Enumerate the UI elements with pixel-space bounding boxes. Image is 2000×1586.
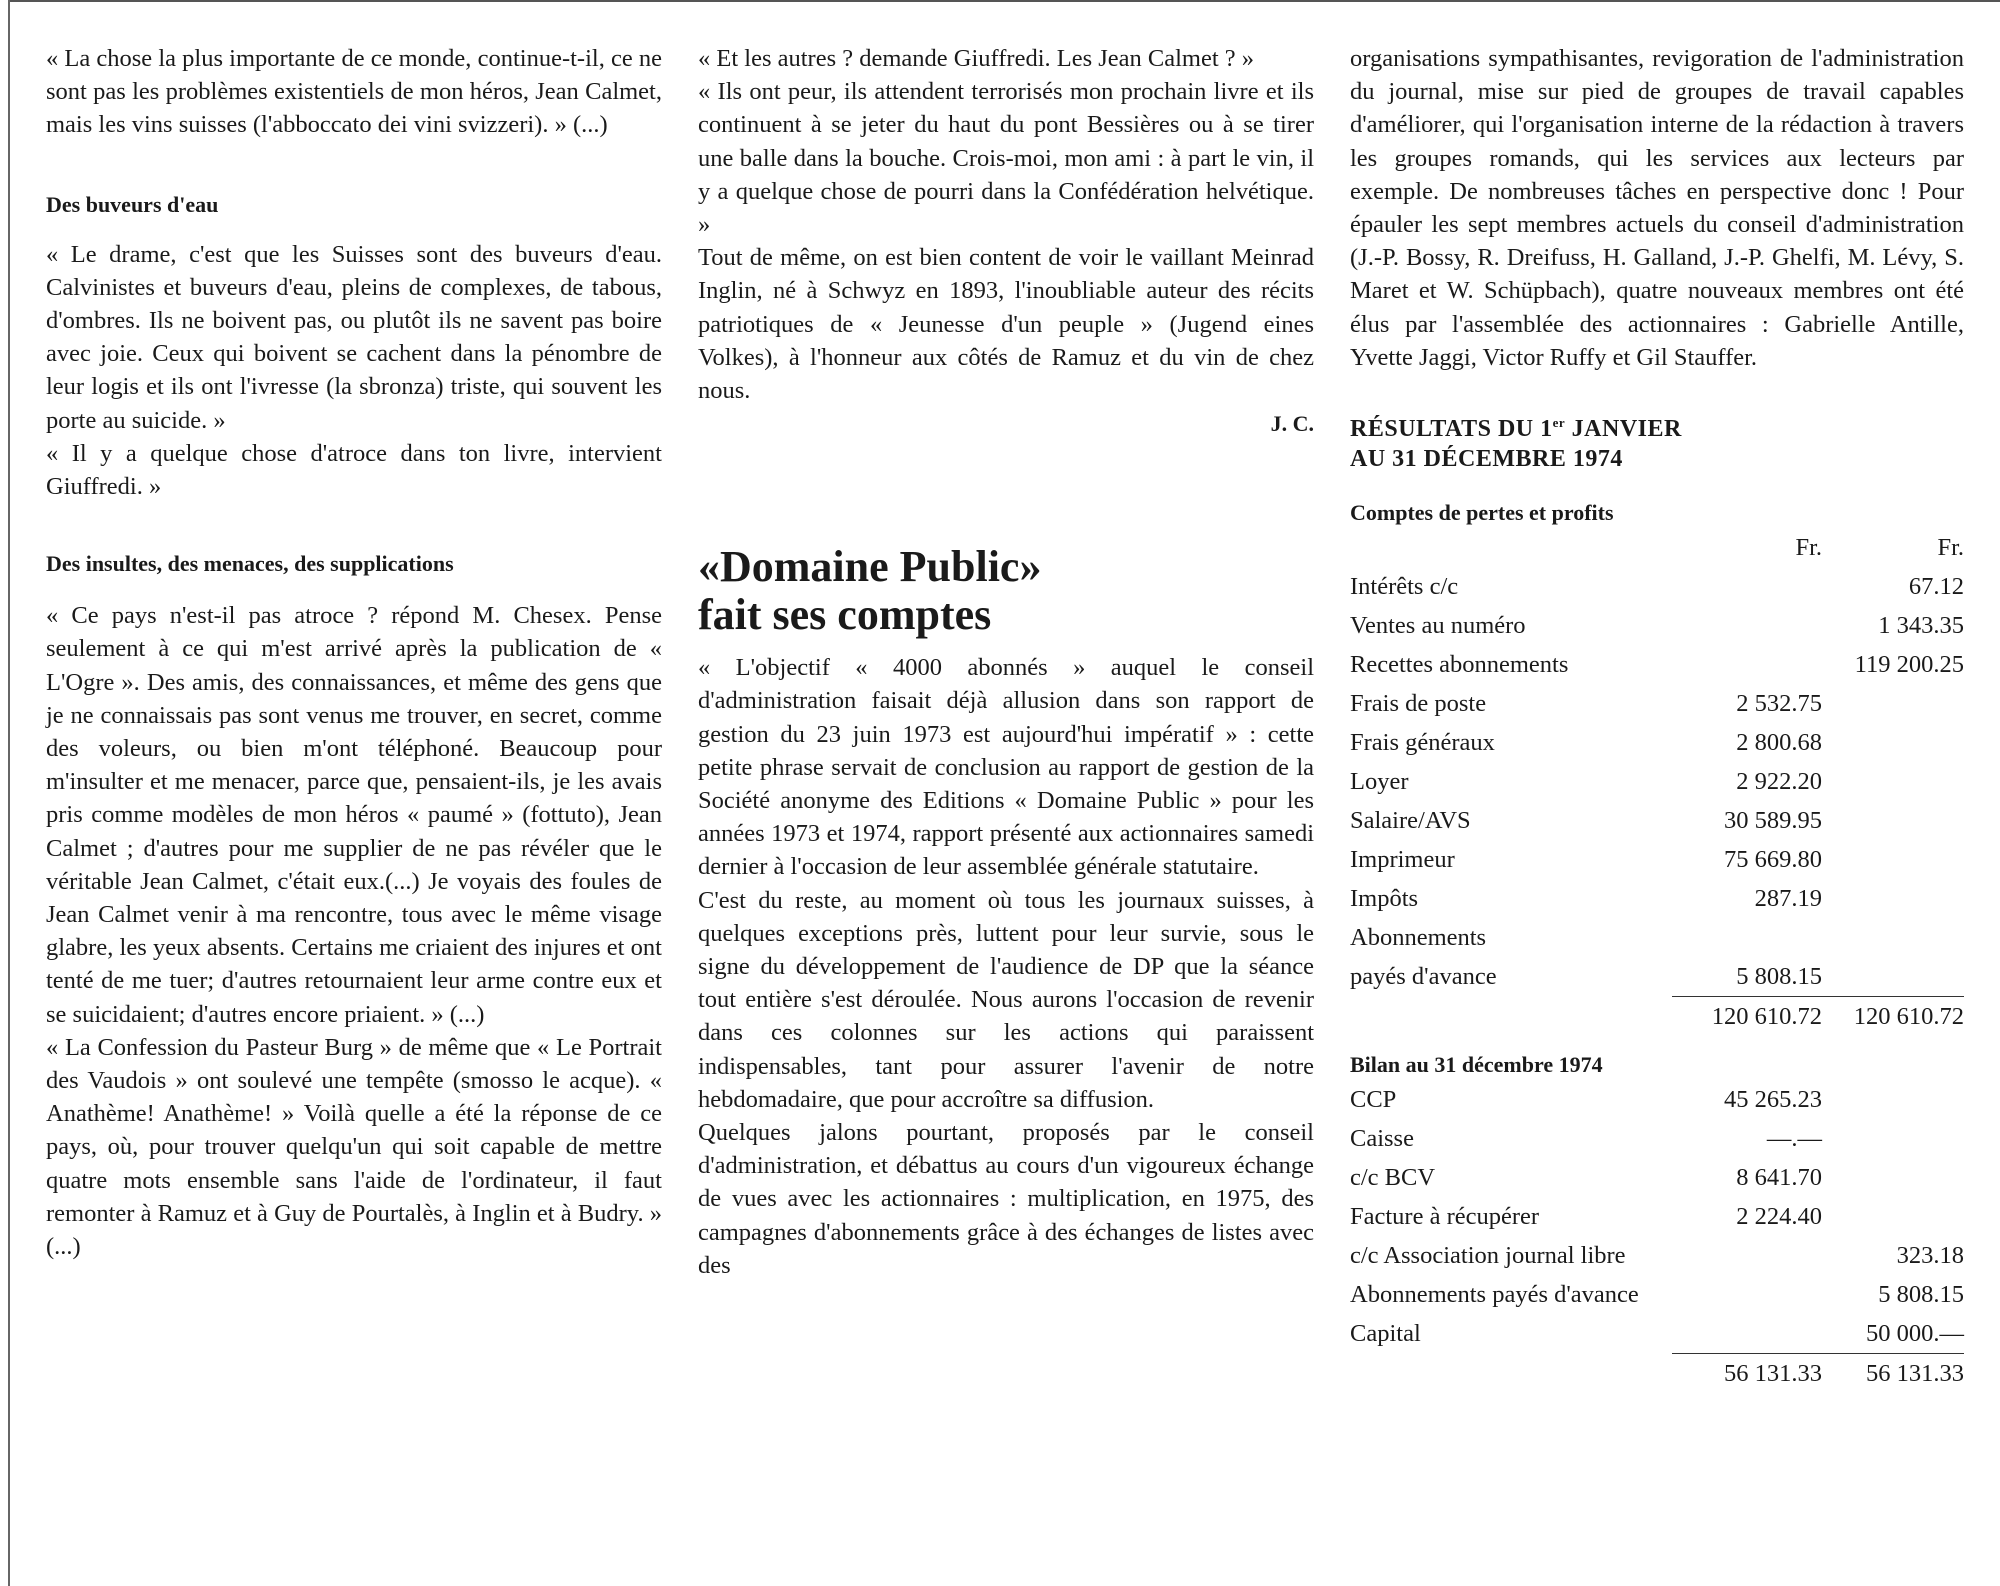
- row-label: Recettes abonnements: [1350, 651, 1569, 679]
- amount-cell: 323.18: [1896, 1242, 1964, 1270]
- amount-cell: [1822, 684, 1964, 723]
- paragraph: C'est du reste, au moment où tous les journaux suisses, à quelques exceptions près, luttent pour leur survie, sous le signe du développement de l'audience de DP que la séance tout entière s'est déroulée. Nous aurons l'occasion de revenir dans ces colonnes sur les actions qui paraissent indispensables, tant pour assurer l'avenir de notre hebdomadaire, que pour accroître sa diffusion.: [698, 886, 1314, 1113]
- amount-cell: 2 800.68: [1736, 729, 1822, 757]
- page-border-top: [8, 0, 2000, 8]
- amount-cell: —.—: [1766, 1125, 1822, 1153]
- author-signature: J. C.: [1270, 411, 1314, 437]
- amount-cell: [1822, 879, 1964, 918]
- total-row: [1350, 1354, 1964, 1394]
- currency-label: Fr.: [1795, 534, 1822, 562]
- amount-cell: [1822, 1158, 1964, 1197]
- amount-cell: [1672, 1236, 1822, 1275]
- amount-cell: [1822, 840, 1964, 879]
- amount-cell: 45 265.23: [1724, 1086, 1822, 1114]
- amount-cell: [1672, 567, 1822, 606]
- paragraph: Tout de même, on est bien content de voir le vaillant Meinrad Inglin, né à Schwyz en 1893, l'inoubliable auteur des récits patriotiques de « Jeunesse d'un peuple » (Jugend eines Volkes), à l'honneur aux côtés de Ramuz et du vin de chez nous.: [698, 244, 1314, 405]
- table-row: [1350, 879, 1964, 918]
- row-label: c/c BCV: [1350, 1164, 1436, 1192]
- paragraph: Quelques jalons pourtant, proposés par le conseil d'administration, et débattus au cours d'un vigoureux échange de vues avec les actionnaires : multiplication, en 1975, des campagnes d'abonnements grâce à des échanges de listes avec des: [698, 1119, 1314, 1279]
- table-row: [1350, 1236, 1964, 1275]
- article-title-line-2: fait ses comptes: [698, 590, 992, 640]
- total-row: [1350, 997, 1964, 1037]
- table-row: payés d'avance 5 808.15: [1350, 963, 1822, 991]
- amount-cell: [1822, 762, 1964, 801]
- column-2: [698, 42, 1314, 1282]
- table-row: Abonnements: [1350, 924, 1487, 952]
- table-row: [1350, 606, 1964, 645]
- amount-cell: 1 343.35: [1878, 612, 1964, 640]
- total-value: 56 131.33: [1822, 1354, 1964, 1394]
- currency-label: Fr.: [1937, 534, 1964, 562]
- page-border-left: [8, 0, 10, 1586]
- article-title: [698, 543, 1314, 639]
- row-label: Caisse: [1350, 1125, 1414, 1153]
- table-row: [1350, 1119, 1964, 1158]
- amount-cell: 287.19: [1754, 885, 1822, 913]
- table-row: [1350, 1197, 1964, 1236]
- results-heading-line-2: AU 31 DÉCEMBRE 1974: [1350, 446, 1623, 473]
- balance-sheet-title: Bilan au 31 décembre 1974: [1350, 1052, 1603, 1078]
- table-row: [1350, 762, 1964, 801]
- row-label: Capital: [1350, 1320, 1421, 1348]
- row-label: Imprimeur: [1350, 846, 1455, 874]
- table-row: [1350, 567, 1964, 606]
- amount-cell: [1672, 645, 1822, 684]
- table-row: [1350, 684, 1964, 723]
- results-heading: [1350, 408, 1964, 474]
- balance-sheet-table: [1350, 1080, 1964, 1393]
- amount-cell: 2 922.20: [1736, 768, 1822, 796]
- paragraph: « L'objectif « 4000 abonnés » auquel le conseil d'administration faisait déjà allusion dans son rapport de gestion du 23 juin 1973 est aujourd'hui impératif » : cette petite phrase servait de conclusion au rapport de gestion de la Société anonyme des Editions « Domaine Public » pour les années 1973 et 1974, rapport présenté aux actionnaires samedi dernier à l'occasion de leur assemblée générale statutaire.: [698, 654, 1314, 881]
- row-label: CCP: [1350, 1086, 1397, 1114]
- table-row: [1350, 1158, 1964, 1197]
- total-value: 56 131.33: [1672, 1354, 1822, 1394]
- table-row: [1350, 723, 1964, 762]
- paragraph: « Il y a quelque chose d'atroce dans ton livre, intervient Giuffredi. »: [46, 439, 662, 501]
- paragraph: « Et les autres ? demande Giuffredi. Les Jean Calmet ? »: [698, 45, 1255, 72]
- amount-cell: [1822, 1197, 1964, 1236]
- amount-cell: [1822, 723, 1964, 762]
- amount-cell: 8 641.70: [1736, 1164, 1822, 1192]
- paragraph: « Ce pays n'est-il pas atroce ? répond M. Chesex. Pense seulement à ce qui m'est arrivé après la publication de « L'Ogre ». Des amis, des connaissances, et même des gens que je ne connaissais pas sont venus me trouver, en secret, comme des voleurs, ou bien m'ont téléphoné. Beaucoup pour m'insulter et me menacer, parce que, pensaient-ils, je les avais pris comme modèles de mon héros « paumé » (fottuto), Jean Calmet ; d'autres pour me supplier de ne pas révéler que le véritable Jean Calmet, c'était eux.(...) Je voyais des foules de Jean Calmet venir à ma rencontre, tous avec le même visage glabre, les yeux absents. Certains me criaient des injures et ont tenté de me tuer; d'autres retournaient leur arme contre eux et se suicidaient; d'autres encore priaient. » (...): [46, 602, 662, 1028]
- total-value: 120 610.72: [1822, 997, 1964, 1037]
- column-3: [1350, 42, 1964, 1393]
- amount-cell: 50 000.—: [1866, 1320, 1964, 1348]
- amount-cell: [1672, 606, 1822, 645]
- paragraph: « Le drame, c'est que les Suisses sont des buveurs d'eau. Calvinistes et buveurs d'eau, pleins de complexes, de tabous, d'ombres. Ils ne boivent pas, ou plutôt ils ne savent pas boire avec joie. Ceux qui boivent se cachent dans la pénombre de leur logis et ils ont l'ivresse (la sbronza) triste, qui souvent les porte au suicide. »: [46, 240, 662, 434]
- table-row: [1350, 1275, 1964, 1314]
- row-label: Intérêts c/c: [1350, 573, 1459, 601]
- amount-cell: 67.12: [1908, 573, 1964, 601]
- row-label: Ventes au numéro: [1350, 612, 1526, 640]
- row-label: c/c Association journal libre: [1350, 1242, 1626, 1270]
- row-label: Frais généraux: [1350, 729, 1495, 757]
- amount-cell: 5 808.15: [1878, 1281, 1964, 1309]
- profit-loss-title: Comptes de pertes et profits: [1350, 500, 1614, 526]
- table-row: [1350, 801, 1964, 840]
- amount-cell: 30 589.95: [1724, 807, 1822, 835]
- row-label: Loyer: [1350, 768, 1409, 796]
- amount-cell: 119 200.25: [1854, 651, 1964, 679]
- amount-cell: 2 532.75: [1736, 690, 1822, 718]
- paragraph: « La chose la plus importante de ce monde, continue-t-il, ce ne sont pas les problèmes existentiels de mon héros, Jean Calmet, mais les vins suisses (l'abboccato dei vini svizzeri). » (...): [46, 45, 662, 139]
- row-label: Abonnements payés d'avance: [1350, 1281, 1639, 1309]
- row-label: Impôts: [1350, 885, 1419, 913]
- amount-cell: [1672, 1314, 1822, 1354]
- paragraph: « La Confession du Pasteur Burg » de même que « Le Portrait des Vaudois » ont soulevé une tempête (smosso le acque). « Anathème! Anathème! » Voilà quelle a été la réponse de ce pays, où, pour trouver quelqu'un qui soit capable de mettre quatre mots ensemble sans l'aide de l'ordinateur, il faut remonter à Ramuz et à Guy de Pourtalès, à Inglin et à Budry. » (...): [46, 1033, 662, 1261]
- amount-cell: [1822, 801, 1964, 840]
- subheading-insultes: Des insultes, des menaces, des supplications: [46, 551, 454, 577]
- table-row: [1350, 840, 1964, 879]
- amount-cell: [1822, 1119, 1964, 1158]
- row-label: Salaire/AVS: [1350, 807, 1471, 835]
- total-value: 120 610.72: [1672, 997, 1822, 1037]
- article-title-line-1: «Domaine Public»: [698, 542, 1042, 592]
- row-label: Facture à récupérer: [1350, 1203, 1540, 1231]
- row-label: Frais de poste: [1350, 690, 1487, 718]
- amount-cell: 2 224.40: [1736, 1203, 1822, 1231]
- paragraph: « Ils ont peur, ils attendent terrorisés mon prochain livre et ils continuent à se jeter du haut du pont Bessières ou à se tirer une balle dans la bouche. Crois-moi, mon ami : à part le vin, il y a quelque chose de pourri dans la Confédération helvétique. »: [698, 78, 1314, 239]
- table-row: [1350, 645, 1964, 684]
- amount-cell: [1672, 1275, 1822, 1314]
- column-1: [46, 42, 662, 1263]
- amount-cell: [1822, 1080, 1964, 1119]
- table-row: [1350, 1080, 1964, 1119]
- paragraph: organisations sympathisantes, revigoration de l'administration du journal, mise sur pied de groupes de travail capables d'améliorer, qui l'organisation interne de la rédaction à travers les groupes romands, qui les services aux lecteurs par exemple. De nombreuses tâches en perspective donc ! Pour épauler les sept membres actuels du conseil d'administration (J.-P. Bossy, R. Dreifuss, H. Galland, J.-P. Ghelfi, M. Lévy, S. Maret et W. Schüpbach), quatre nouveaux membres ont été élus par l'assemblée des actionnaires : Gabrielle Antille, Yvette Jaggi, Victor Ruffy et Gil Stauffer.: [1350, 45, 1964, 371]
- amount-cell: 75 669.80: [1724, 846, 1822, 874]
- results-heading-line-1: RÉSULTATS DU 1er JANVIER: [1350, 415, 1682, 443]
- currency-header-row: [1350, 528, 1964, 567]
- table-row: [1350, 1314, 1964, 1354]
- subheading-buveurs: Des buveurs d'eau: [46, 191, 219, 217]
- profit-loss-table: [1350, 528, 1964, 1036]
